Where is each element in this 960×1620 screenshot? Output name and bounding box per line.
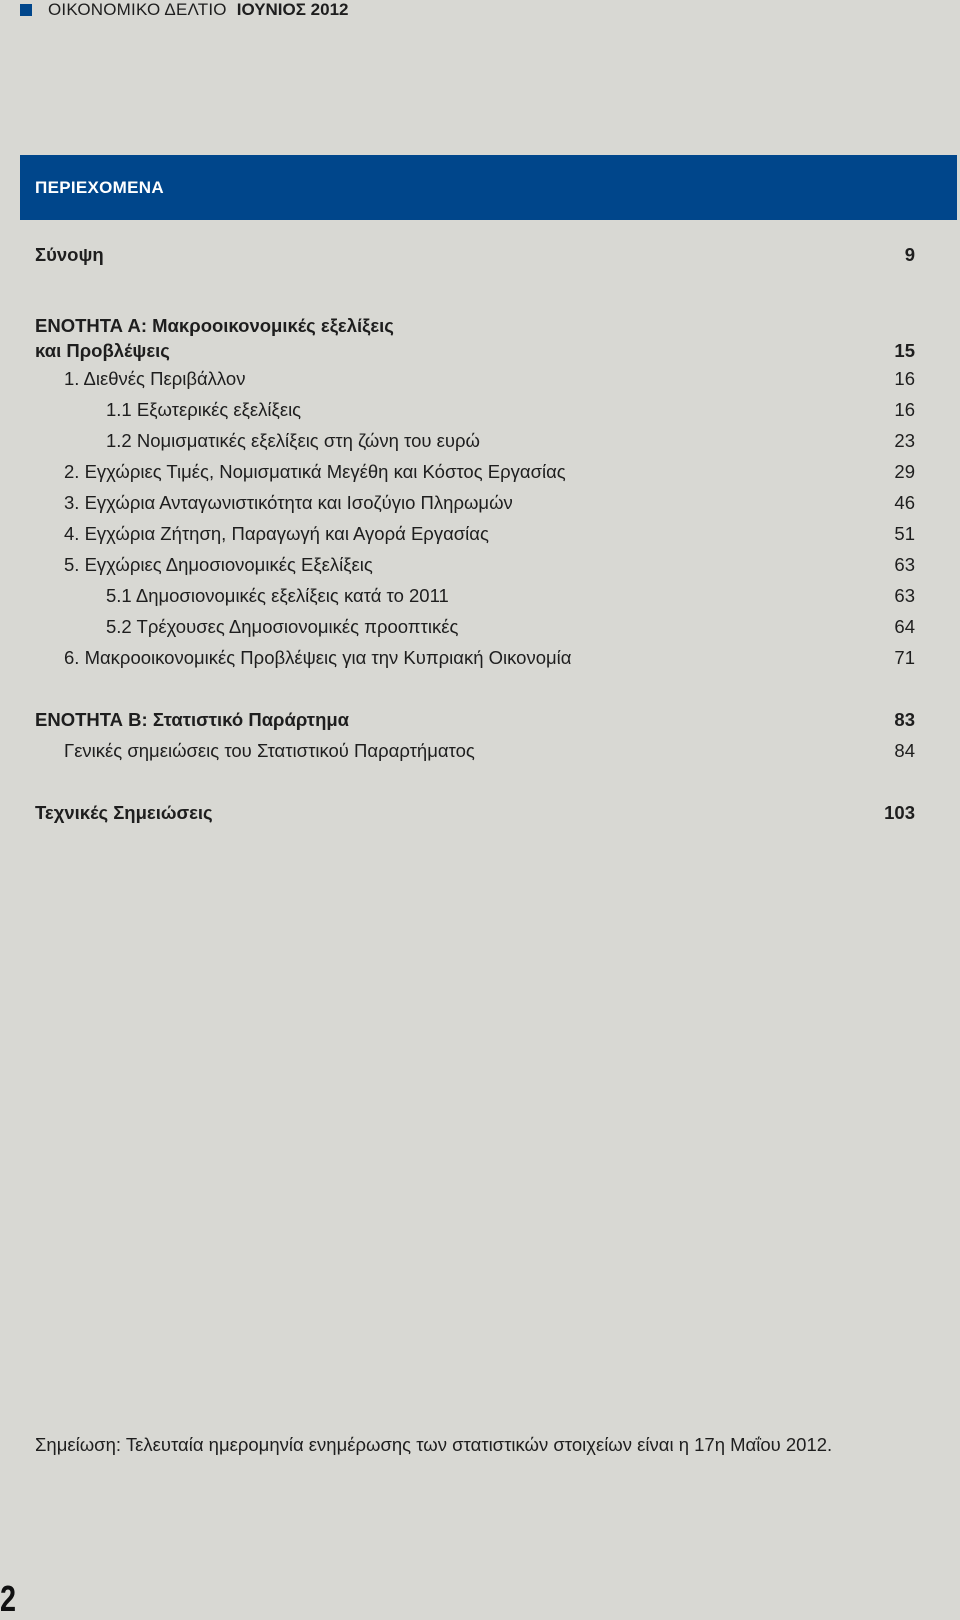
toc-entry-label: 3. Εγχώρια Ανταγωνιστικότητα και Ισοζύγιο Πληρωμών	[64, 492, 513, 513]
toc-entry[interactable]	[35, 425, 915, 456]
toc-entry-label: 5.1 Δημοσιονομικές εξελίξεις κατά το 2011	[106, 585, 449, 606]
toc-entry-page: 51	[894, 523, 915, 544]
issue-date: ΙΟΥΝΙΟΣ 2012	[236, 0, 349, 19]
toc-entry-page: 64	[894, 616, 915, 637]
toc-entry-page: 63	[894, 585, 915, 606]
toc-entry-section-a[interactable]	[35, 301, 915, 363]
toc-entry-page: 84	[894, 740, 915, 761]
toc-entry-page: 15	[894, 340, 915, 361]
toc-entry[interactable]	[35, 456, 915, 487]
toc-entry-page: 9	[904, 244, 915, 265]
toc-entry-label: 5. Εγχώριες Δημοσιονομικές Εξελίξεις	[64, 554, 373, 575]
publication-title: ΟΙΚΟΝΟΜΙΚΟ ΔΕΛΤΙΟ	[48, 0, 227, 19]
toc-entry-label: Τεχνικές Σημειώσεις	[35, 802, 213, 823]
toc-entry-page: 23	[894, 430, 915, 451]
toc-entry-section-b[interactable]	[35, 704, 915, 735]
table-of-contents	[35, 239, 915, 828]
toc-entry-summary[interactable]	[35, 239, 915, 270]
running-header	[20, 0, 349, 20]
toc-entry-label: 5.2 Τρέχουσες Δημοσιονομικές προοπτικές	[106, 616, 459, 637]
contents-title: ΠΕΡΙΕΧΟΜΕΝΑ	[35, 177, 164, 197]
header-square-icon	[20, 4, 32, 16]
toc-entry-page: 83	[894, 709, 915, 730]
toc-entry-label: 1.1 Εξωτερικές εξελίξεις	[106, 399, 302, 420]
toc-entry-page: 16	[894, 368, 915, 389]
toc-entry-label: ΕΝΟΤΗΤΑ Α: Μακροοικονομικές εξελίξεις και Προβλέψεις	[35, 315, 394, 361]
toc-entry-page: 46	[894, 492, 915, 513]
toc-entry-label: 2. Εγχώριες Τιμές, Νομισματικά Μεγέθη και Κόστος Εργασίας	[64, 461, 566, 482]
toc-entry-page: 16	[894, 399, 915, 420]
page-number: 2	[0, 1578, 17, 1619]
toc-entry[interactable]	[35, 394, 915, 425]
toc-entry-label: Γενικές σημειώσεις του Στατιστικού Παραρτήματος	[64, 740, 475, 761]
toc-entry[interactable]	[35, 487, 915, 518]
toc-entry-page: 63	[894, 554, 915, 575]
toc-entry-label: 1.2 Νομισματικές εξελίξεις στη ζώνη του ευρώ	[106, 430, 480, 451]
toc-entry-page: 71	[894, 647, 915, 668]
toc-entry-page: 103	[884, 802, 915, 823]
toc-entry[interactable]	[35, 518, 915, 549]
toc-entry[interactable]	[35, 549, 915, 580]
toc-entry-label: 1. Διεθνές Περιβάλλον	[64, 368, 246, 389]
contents-title-band	[20, 155, 957, 220]
toc-entry-page: 29	[894, 461, 915, 482]
toc-entry[interactable]	[35, 580, 915, 611]
toc-entry-technical-notes[interactable]	[35, 797, 915, 828]
toc-entry-label: 4. Εγχώρια Ζήτηση, Παραγωγή και Αγορά Εργασίας	[64, 523, 489, 544]
toc-entry[interactable]	[35, 735, 915, 766]
toc-entry[interactable]	[35, 642, 915, 673]
toc-entry[interactable]	[35, 363, 915, 394]
update-note: Σημείωση: Τελευταία ημερομηνία ενημέρωσης των στατιστικών στοιχείων είναι η 17η Μαΐου 2012.	[35, 1434, 833, 1455]
toc-entry[interactable]	[35, 611, 915, 642]
toc-entry-label: Σύνοψη	[35, 244, 104, 265]
toc-entry-label: 6. Μακροοικονομικές Προβλέψεις για την Κυπριακή Οικονομία	[64, 647, 572, 668]
toc-entry-label: ΕΝΟΤΗΤΑ Β: Στατιστικό Παράρτημα	[35, 709, 350, 730]
